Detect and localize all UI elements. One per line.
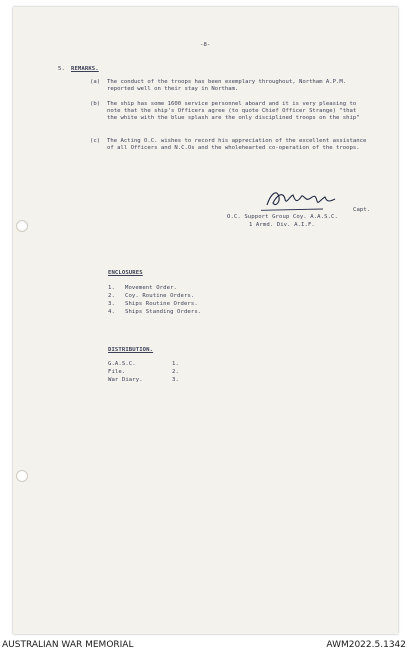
enclosure-number: 2. xyxy=(108,293,115,299)
punch-hole xyxy=(16,220,28,232)
distribution-recipient: G.A.S.C. xyxy=(108,361,136,367)
footer-credit: AUSTRALIAN WAR MEMORIAL xyxy=(2,640,134,650)
remark-label: (a) xyxy=(90,79,101,85)
page-number: -8- xyxy=(200,42,211,48)
enclosure-item: Ships Routine Orders. xyxy=(125,301,198,307)
distribution-recipient: War Diary. xyxy=(108,377,143,383)
enclosure-item: Coy. Routine Orders. xyxy=(125,293,195,299)
enclosure-item: Ships Standing Orders. xyxy=(125,309,202,315)
remark-text: The Acting O.C. wishes to record his appreciation of the excellent assistance of all Officers and N.C.Os and the wholehearted co-operation of the troops. xyxy=(107,138,367,152)
distribution-copies: 2. xyxy=(172,369,179,375)
distribution-copies: 3. xyxy=(172,377,179,383)
enclosure-number: 3. xyxy=(108,301,115,307)
section-number: 5. xyxy=(58,66,65,72)
remark-label: (b) xyxy=(90,101,101,107)
remark-text: The conduct of the troops has been exemplary throughout, Northam A.P.M. reported well on their stay in Northam. xyxy=(107,79,347,93)
signature-division: 1 Armd. Div. A.I.F. xyxy=(249,222,315,228)
section-heading: REMARKS. xyxy=(71,66,99,72)
remark-text: The ship has some 1600 service personnel aboard and it is very pleasing to note that the ship's Officers agree (to quote Chief Officer Strange) "that the white with the blue splash are the only disciplined troops on the ship" xyxy=(107,101,360,122)
enclosure-number: 4. xyxy=(108,309,115,315)
enclosure-item: Movement Order. xyxy=(125,285,178,291)
punch-hole xyxy=(16,470,28,482)
signature-rank: Capt. xyxy=(353,207,371,213)
enclosures-heading: ENCLOSURES xyxy=(108,270,143,276)
footer-accession-number: AWM2022.5.1342 xyxy=(326,640,406,650)
document-page xyxy=(13,7,398,634)
signature-unit: O.C. Support Group Coy. A.A.S.C. xyxy=(227,214,338,220)
remark-label: (c) xyxy=(90,138,101,144)
distribution-copies: 1. xyxy=(172,361,179,367)
handwritten-signature xyxy=(261,185,351,215)
distribution-recipient: File. xyxy=(108,369,126,375)
enclosure-number: 1. xyxy=(108,285,115,291)
distribution-heading: DISTRIBUTION. xyxy=(108,347,154,353)
